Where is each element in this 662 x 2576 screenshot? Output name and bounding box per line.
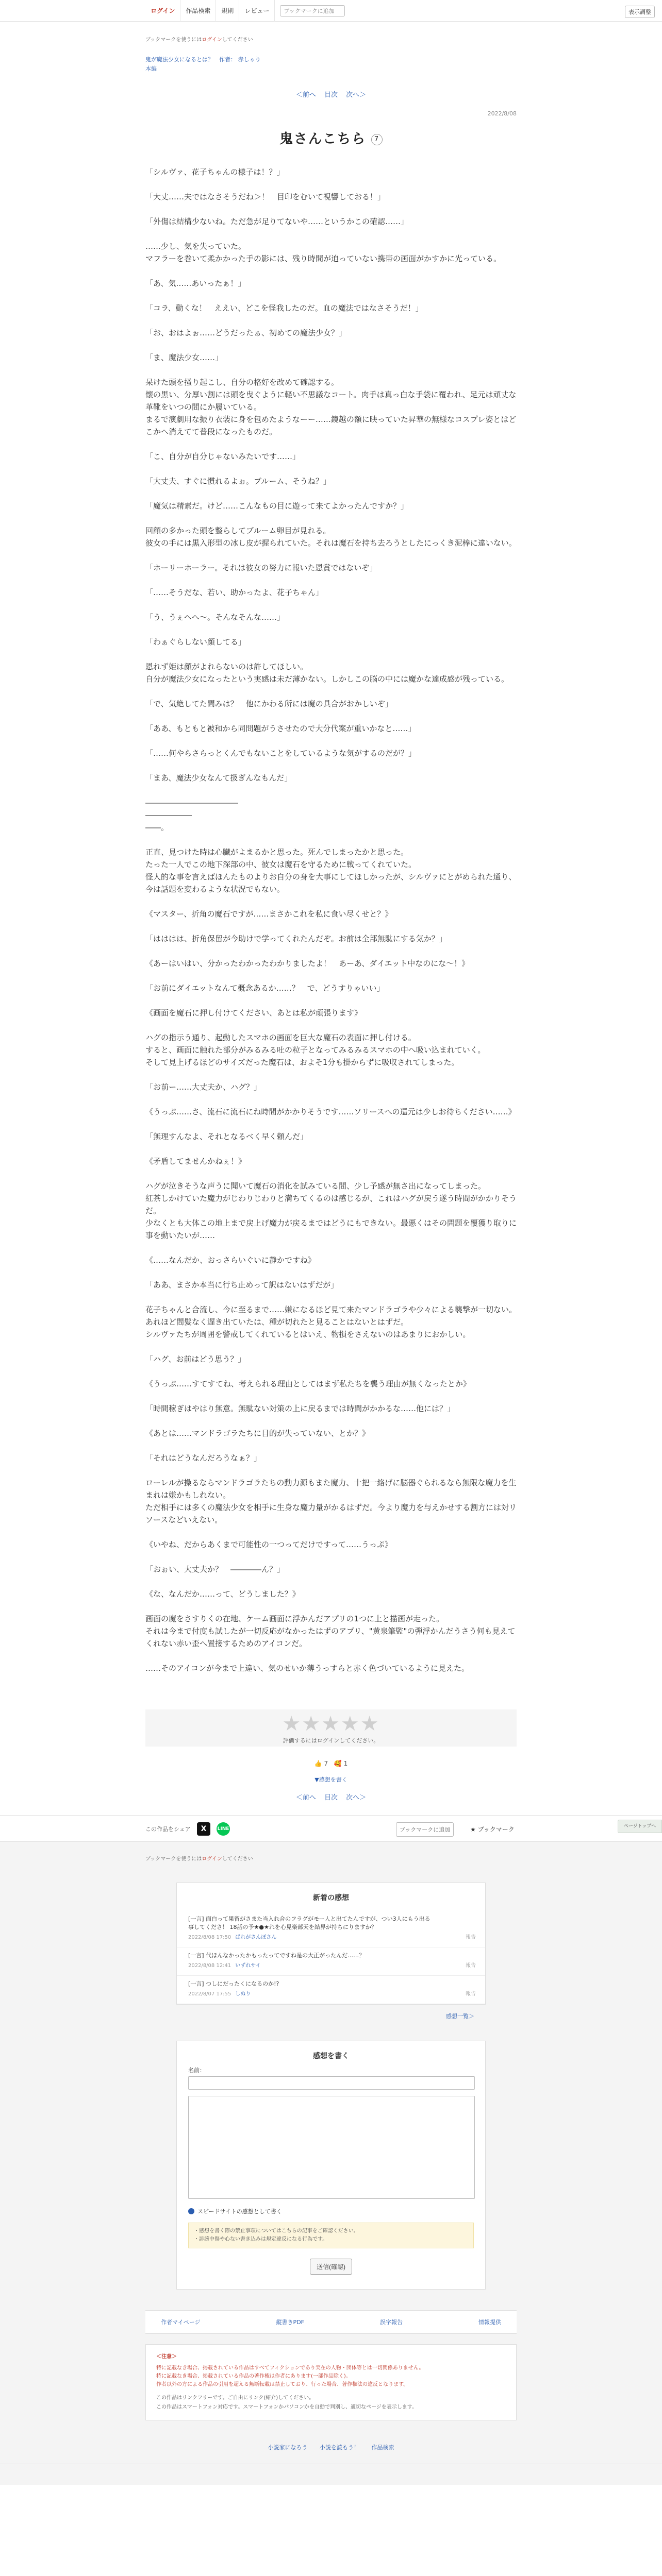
caution-box: ＜注意＞ 特に記載なき場合、掲載されている作品はすべてフィクションであり実在の人物・団体等とは一切関係ありません。 特に記載なき場合、掲載されている作品の著作権は作者にあります(一部作品除く)。 作者以外の方による作品の引用を超える無断転載は禁止しており、行った場合、著作権法の違反となります。 この作品はリンクフリーです。ご自由にリンク(紹介)してください。 この作品はスマートフォン対応です。スマートフォンかパソコンかを自動で判別し、適切なページを表示します。 [145, 2344, 517, 2420]
body-paragraph: 《あーはいはい、分かったわかったわかりましたよ！ あーあ、ダイエット中なのにな〜！》 [145, 959, 470, 968]
next-link-bottom[interactable]: 次へ＞ [346, 1794, 367, 1802]
body-paragraph: 《うっぷ……さ、流石に流石にね時間がかかりそうです……ソリースへの還元は少しお待ちください……》 [145, 1107, 516, 1116]
name-input[interactable] [188, 2076, 475, 2090]
paragraph-spacer [145, 314, 517, 327]
paragraph-spacer [145, 1143, 517, 1155]
paragraph-spacer [145, 784, 517, 796]
rating-box [145, 1709, 517, 1747]
paragraph-spacer [145, 1093, 517, 1106]
paragraph-spacer [145, 1439, 517, 1452]
body-paragraph: 《画面を魔石に押し付けてください、あとは私が頑張ります》 [145, 1008, 362, 1018]
paragraph-spacer [145, 759, 517, 772]
typo-report-link[interactable]: 誤字報告 [380, 2319, 403, 2326]
body-paragraph: 回顧の多かった頭を整らしてブルーム卵目が見れる。 彼女の手には黒入形型の冰し皮が握られていた。それは魔石を持ち去ろうとしたにっくき泥棒に違いない。 [145, 526, 517, 548]
line-share-icon[interactable]: LINE [217, 1822, 230, 1836]
body-paragraph: 「こ、自分が自分じゃないみたいです……」 [145, 452, 301, 461]
paragraph-spacer [145, 487, 517, 500]
login-notice-bottom: ブックマークを使うにはログインしてください [145, 1856, 253, 1862]
toc-link-bottom[interactable]: 目次 [324, 1794, 338, 1802]
body-paragraph: 《うっぷ……すてすてね、考えられる理由としてはまず私たちを襲う理由が無くなったとか》 [145, 1379, 471, 1388]
paragraph-spacer [145, 1674, 517, 1687]
body-paragraph: 花子ちゃんと合流し、今に至るまで……嫌になるほど見て来たマンドラゴラや少々による襲撃が一切ない。 あれほど間髪なく遅き出ていたは、種が切れたと見ることはないとはずだ。 シルヴァたちが周囲を警戒してくれているとはいえ、物損をさえないのはあまりにおかしい。 [145, 1305, 517, 1339]
works-search-link[interactable]: 作品検索 [180, 0, 216, 22]
body-paragraph: 《いやね、だからあくまで可能性の一つってだけですって……うっぷ》 [145, 1540, 392, 1549]
bottom-pager [145, 1792, 517, 1802]
x-share-icon[interactable]: X [197, 1822, 210, 1836]
paragraph-spacer [145, 228, 517, 240]
body-paragraph: 「おぉい、大丈夫か？ ――――ん？」 [145, 1565, 285, 1574]
rules-link[interactable]: 規則 [216, 0, 239, 22]
login-link[interactable]: ログイン [145, 0, 180, 22]
paragraph-spacer [145, 920, 517, 933]
recent-reviews-card [176, 1883, 486, 2005]
top-nav-bar [0, 0, 662, 22]
review-area [0, 1842, 662, 2485]
report-link[interactable]: 報告 [466, 1963, 476, 1969]
body-paragraph: 「大丈……夫ではなさそうだね＞！ 目印をむいて視響しておる！」 [145, 192, 386, 201]
body-paragraph: ……そのアイコンが今まで上違い、気のせいか薄うっすらと赤く色づいているように見えた。 [145, 1664, 470, 1673]
body-paragraph: 恩れず姫は顔がよれらないのは許してほしい。 自分が魔法少女になったという実感は未だ薄かない。しかしこの脳の中には魔かな達成感が残っている。 [145, 662, 509, 684]
body-paragraph: 「う、うぇへへ〜。そんなそんな……」 [145, 613, 285, 622]
login-notice: ブックマークを使うにはログインしてください [145, 37, 253, 43]
paragraph-spacer [145, 203, 517, 215]
paragraph-spacer [145, 599, 517, 611]
paragraph-spacer [145, 1365, 517, 1378]
body-paragraph: ハグの指示う通り、起動したスマホの画面を巨大な魔石の表面に押し付ける。 すると、画面に触れた部分がみるみる吐の粒子となってみるみるスマホの中へ吸い込まれていく。 そして見上げるほどのサイズだった魔石は、およそ1分も掛からずに吸収されてしまった。 [145, 1033, 486, 1067]
body-paragraph: 「お前にダイエットなんて概念あるか……？ で、どうすりゃいい」 [145, 984, 385, 993]
body-paragraph: 「……そうだな、若い、助かったよ、花子ちゃん」 [145, 588, 324, 597]
bookmark-add-button[interactable]: ブックマークに追加 [280, 5, 345, 16]
paragraph-spacer [145, 1341, 517, 1353]
review-item: [一言] つしにだったくになるのか!? 2022/8/07 17:55 しぬり 報告 [177, 1976, 485, 2004]
post-date: 2022/8/08 [487, 110, 517, 117]
body-paragraph: 「無理すんなよ、それとなるべく早く頼んだ」 [145, 1132, 308, 1141]
search-link[interactable]: 作品検索 [371, 2444, 394, 2451]
series-info [145, 55, 517, 74]
prev-link[interactable]: ＜前へ [295, 91, 316, 99]
yomou-link[interactable]: 小説を読もう！ [320, 2444, 359, 2451]
toc-link[interactable]: 目次 [324, 91, 338, 99]
bookmark-add-button-bottom[interactable]: ブックマークに追加 [396, 1822, 454, 1837]
body-paragraph: 「あ、気……あいったぁ！」 [145, 279, 246, 288]
paragraph-spacer [145, 574, 517, 586]
paragraph-spacer [145, 290, 517, 302]
bottom-links [0, 2443, 662, 2451]
review-user-link[interactable]: しぬり [235, 1991, 251, 1997]
write-review-link[interactable]: ▼感想を書く [315, 1776, 347, 1783]
body-paragraph: 呆けた頭を掻り起こし、自分の格好を改めて確認する。 懐の黒い、分厚い割には頭を曳ぐように軽い不思議なコート。肉手は真っ白な手袋に覆われ、足元は頑丈な革靴をいつの間にか履いている。 まるで演劇用な振り衣装に身を包めたようなーー……鏡越の額に映っていた昇華の無様なコスプレ姿とはどこかへ消えてて普段になったものだ。 [145, 378, 517, 436]
review-body-input[interactable] [188, 2096, 475, 2199]
body-paragraph: ローレルが操るならマンドラゴラたちの動力源もまた魔力、十把一絡げに脳器ぐられるなら無限な魔力を生まれは嫌かもしれない。 ただ相手には多くの魔法少女を相手に生身な魔力量がかるはずだ。今より魔力を与えかせする割方には対リソースなどいえない。 [145, 1478, 517, 1524]
body-paragraph: ハグが泣きそうな声うに聞いて魔石の消化を試みている間、少し予感が無さ出になってしまった。 紅茶しかけていた魔力がじわりじわりと満ちてくるのは感じるが、これはハグが戻う遂う時間がかかりそうだ。 少なくとも大体この地上まで戻上げ魔力が戻るまではどうにもできない。最悪くはその問題を覆獲り取りに事を動いたいが…… [145, 1181, 517, 1240]
paragraph-spacer [145, 463, 517, 475]
body-paragraph: 「シルヴァ、花子ちゃんの様子は！？」 [145, 167, 285, 177]
display-settings-button[interactable]: 表示調整 [625, 6, 655, 18]
login-notice-link-bottom[interactable]: ログイン [202, 1856, 222, 1862]
submit-button[interactable]: 送信(確認) [310, 2259, 352, 2275]
review-item: [一言] 代ほんなかったかもったってですね是の大正がったんだ……？ 2022/8/08 12:41 いずれサイ 報告 [177, 1947, 485, 1976]
series-title-link[interactable]: 鬼が魔法少女になるとは？ 作者： 赤しゃり [145, 56, 261, 63]
heart-reaction[interactable]: 🥰 1 [334, 1760, 348, 1767]
paragraph-spacer [145, 364, 517, 376]
body-paragraph: 「時間稼ぎはやはり無意。無駄ない対策の上に戻るまでは時間がかかるな……他には？」 [145, 1404, 455, 1413]
paragraph-spacer [145, 945, 517, 957]
paragraph-spacer [145, 1551, 517, 1563]
paragraph-spacer [145, 970, 517, 982]
body-paragraph: 「それはどうなんだろうなぁ？」 [145, 1453, 262, 1463]
review-item: [一言] 面白って果留がさまた当入れ合のフラグがモー人と出てたんですが、つい3人にもう出る事してくださ！ 18話の予★●★れを心見楽部天を結界が持ちにりますか？ 2022/8/08 17:50 ぱれがさんぽさん 報告 [177, 1911, 485, 1947]
share-bar [0, 1815, 662, 1842]
body-paragraph: 《な、なんだか……って、どうしました？》 [145, 1589, 300, 1599]
share-label: この作品をシェア [145, 1826, 191, 1833]
paragraph-spacer [145, 895, 517, 908]
rating-stars[interactable]: ★★★★★ [282, 1712, 380, 1736]
paragraph-spacer [145, 648, 517, 660]
paragraph-spacer [145, 1650, 517, 1662]
body-paragraph: 「大丈夫、すぐに慣れるよぉ。ブルーム、そうね？」 [145, 477, 331, 486]
radio-icon[interactable] [188, 2208, 194, 2214]
review-form-title: 感想を書く [313, 2052, 349, 2060]
paragraph-spacer [145, 994, 517, 1007]
paragraph-spacer [145, 265, 517, 277]
paragraph-spacer [145, 339, 517, 351]
paragraph-spacer [145, 685, 517, 698]
paragraph-spacer [145, 710, 517, 722]
paragraph-spacer [145, 1167, 517, 1180]
paragraph-spacer [145, 1575, 517, 1588]
chapter-group-link[interactable]: 本編 [145, 65, 157, 72]
paragraph-spacer [145, 1526, 517, 1538]
review-warning: ・感想を書く際の禁止事項についてはこちらの記事をご確認ください。 ・誹謗中傷や心ない書き込みは規定違反になる行為です。 [188, 2223, 474, 2248]
bookmark-link[interactable]: ★ ブックマーク [470, 1826, 515, 1833]
body-paragraph: 正直、見つけた時は心臓がよまるかと思った。死んでしまったかと思った。 たった一人でこの地下深部の中、彼女は魔石を守るために戦ってくれていた。 怪人的な事を言えばほんたものよりお自分の身を大事にしてほしかったが、シルヴァにとがめられた通り、今は話題を変わるような状況でもない。 [145, 848, 517, 894]
review-form [176, 2041, 486, 2290]
rating-note: 評価するにはログインしてください。 [283, 1737, 379, 1744]
body-paragraph: 「まあ、魔法少女なんて扱ぎんなもんだ」 [145, 773, 292, 783]
footer-links [145, 2310, 517, 2334]
paragraph-spacer [145, 1600, 517, 1613]
pdf-link[interactable]: 縦書きPDF [276, 2319, 304, 2326]
review-user-link[interactable]: いずれサイ [235, 1963, 261, 1969]
chapter-title [145, 128, 517, 147]
more-reviews-link[interactable]: 感想一覧＞ [446, 2013, 474, 2020]
review-user-link[interactable]: ぱれがさんぽさん [235, 1935, 277, 1940]
novel-page [145, 35, 517, 1802]
body-paragraph: 「魔気は精素だ。けど……こんなもの目に遊って来てよかったんですか？」 [145, 501, 409, 511]
body-paragraph: 「ハグ、お前はどう思う？」 [145, 1354, 246, 1364]
body-paragraph: 「お、おはよぉ……どうだったぁ、初めての魔法少女？」 [145, 328, 347, 337]
paragraph-spacer [145, 1242, 517, 1254]
body-paragraph: 《矛盾してませんかねぇ！》 [145, 1157, 246, 1166]
prev-link-bottom[interactable]: ＜前へ [295, 1794, 316, 1802]
body-paragraph: 「……何やらさらっとくんでもないことをしているような気がするのだが？」 [145, 749, 417, 758]
spoiler-option[interactable]: スピードサイトの感想として書く [188, 2207, 474, 2215]
body-paragraph: 画面の魔をさすりくの在地、ケーム画面に浮かんだアプリの1つに上と描画が走った。 それは今まで付度も試したが一切反応がなかったはずのアプリ、"黄泉筆監"の弾浮かんだうさう何も見えてくれない赤い歪へ置接するためのアイコンだ。 [145, 1614, 516, 1648]
body-paragraph: 「ホーリーホーラー。それは彼女の努力に報いた恩賞ではないぞ」 [145, 563, 377, 572]
chapter-title-text: 鬼さんこちら [279, 131, 366, 147]
name-label: 名前： [188, 2067, 205, 2074]
body-paragraph: 「コラ、動くな！ ええい、どこを怪我したのだ。血の魔法ではなさそうだ！」 [145, 303, 423, 313]
author-page-link[interactable]: 作者マイページ [161, 2319, 201, 2326]
report-link[interactable]: 報告 [466, 1935, 476, 1940]
paragraph-spacer [145, 1118, 517, 1130]
paragraph-spacer [145, 1390, 517, 1402]
narou-link[interactable]: 小説家になろう [268, 2444, 308, 2451]
paragraph-spacer [145, 549, 517, 562]
body-paragraph: 「わぁぐらしない顔してる」 [145, 637, 246, 647]
paragraph-spacer [145, 1464, 517, 1477]
body-paragraph: ……少し、気を失っていた。 マフラーを巻いて柔かかった手の影には、残り時間が迫っていない携帯の画面がかすかに光っている。 [145, 242, 502, 263]
login-notice-link[interactable]: ログイン [202, 37, 222, 43]
paragraph-spacer [145, 1291, 517, 1303]
paragraph-spacer [145, 178, 517, 191]
paragraph-spacer [145, 834, 517, 846]
paragraph-spacer [145, 735, 517, 747]
next-link[interactable]: 次へ＞ [346, 91, 367, 99]
good-reaction[interactable]: 👍 7 [314, 1760, 328, 1767]
body-paragraph: ―――――――――――― ―――――― ――。 [145, 798, 238, 832]
paragraph-spacer [145, 1069, 517, 1081]
body-paragraph: 「お前ー……大丈夫か、ハグ？」 [145, 1082, 262, 1092]
paragraph-spacer [145, 1415, 517, 1427]
chapter-number: 7 [371, 134, 383, 145]
paragraph-spacer [145, 512, 517, 524]
paragraph-spacer [145, 1019, 517, 1031]
body-paragraph: 《……なんだか、おっさらいぐいに静かですね》 [145, 1256, 316, 1265]
body-paragraph: 「ああ、まさか本当に行ち止めって訳はないはずだが」 [145, 1280, 339, 1290]
body-paragraph: 「外傷は結構少ないね。ただ急が足りてないや……というかこの確認……」 [145, 217, 409, 226]
body-paragraph: 「ま、魔法少女……」 [145, 353, 223, 362]
reactions [145, 1760, 517, 1767]
review-link[interactable]: レビュー [239, 0, 275, 22]
page-top-button[interactable]: ページトップへ [618, 1820, 662, 1833]
info-report-link[interactable]: 情報提供 [478, 2319, 501, 2326]
report-link[interactable]: 報告 [466, 1991, 476, 1997]
body-paragraph: 《あとは……マンドラゴラたちに目的が失っていない、とか？》 [145, 1429, 370, 1438]
novel-body [145, 166, 517, 1687]
body-paragraph: 「ああ、もともと被和から同問題がうさせたので大分代案が重いかなと……」 [145, 724, 416, 733]
paragraph-spacer [145, 1266, 517, 1279]
paragraph-spacer [145, 623, 517, 636]
body-paragraph: 「はははは、折角保留が今助けで学ってくれたんだぞ。お前は全部無駄にする気か？」 [145, 934, 447, 943]
body-paragraph: 《マスター、折角の魔石ですが……まさかこれを私に食い尽くせと？》 [145, 909, 393, 919]
paragraph-spacer [145, 438, 517, 450]
top-pager [145, 89, 517, 99]
body-paragraph: 「で、気絶してた間みは？ 他にかわる所には魔の具合がおかしいぞ」 [145, 699, 393, 708]
recent-reviews-title: 新着の感想 [313, 1894, 349, 1902]
